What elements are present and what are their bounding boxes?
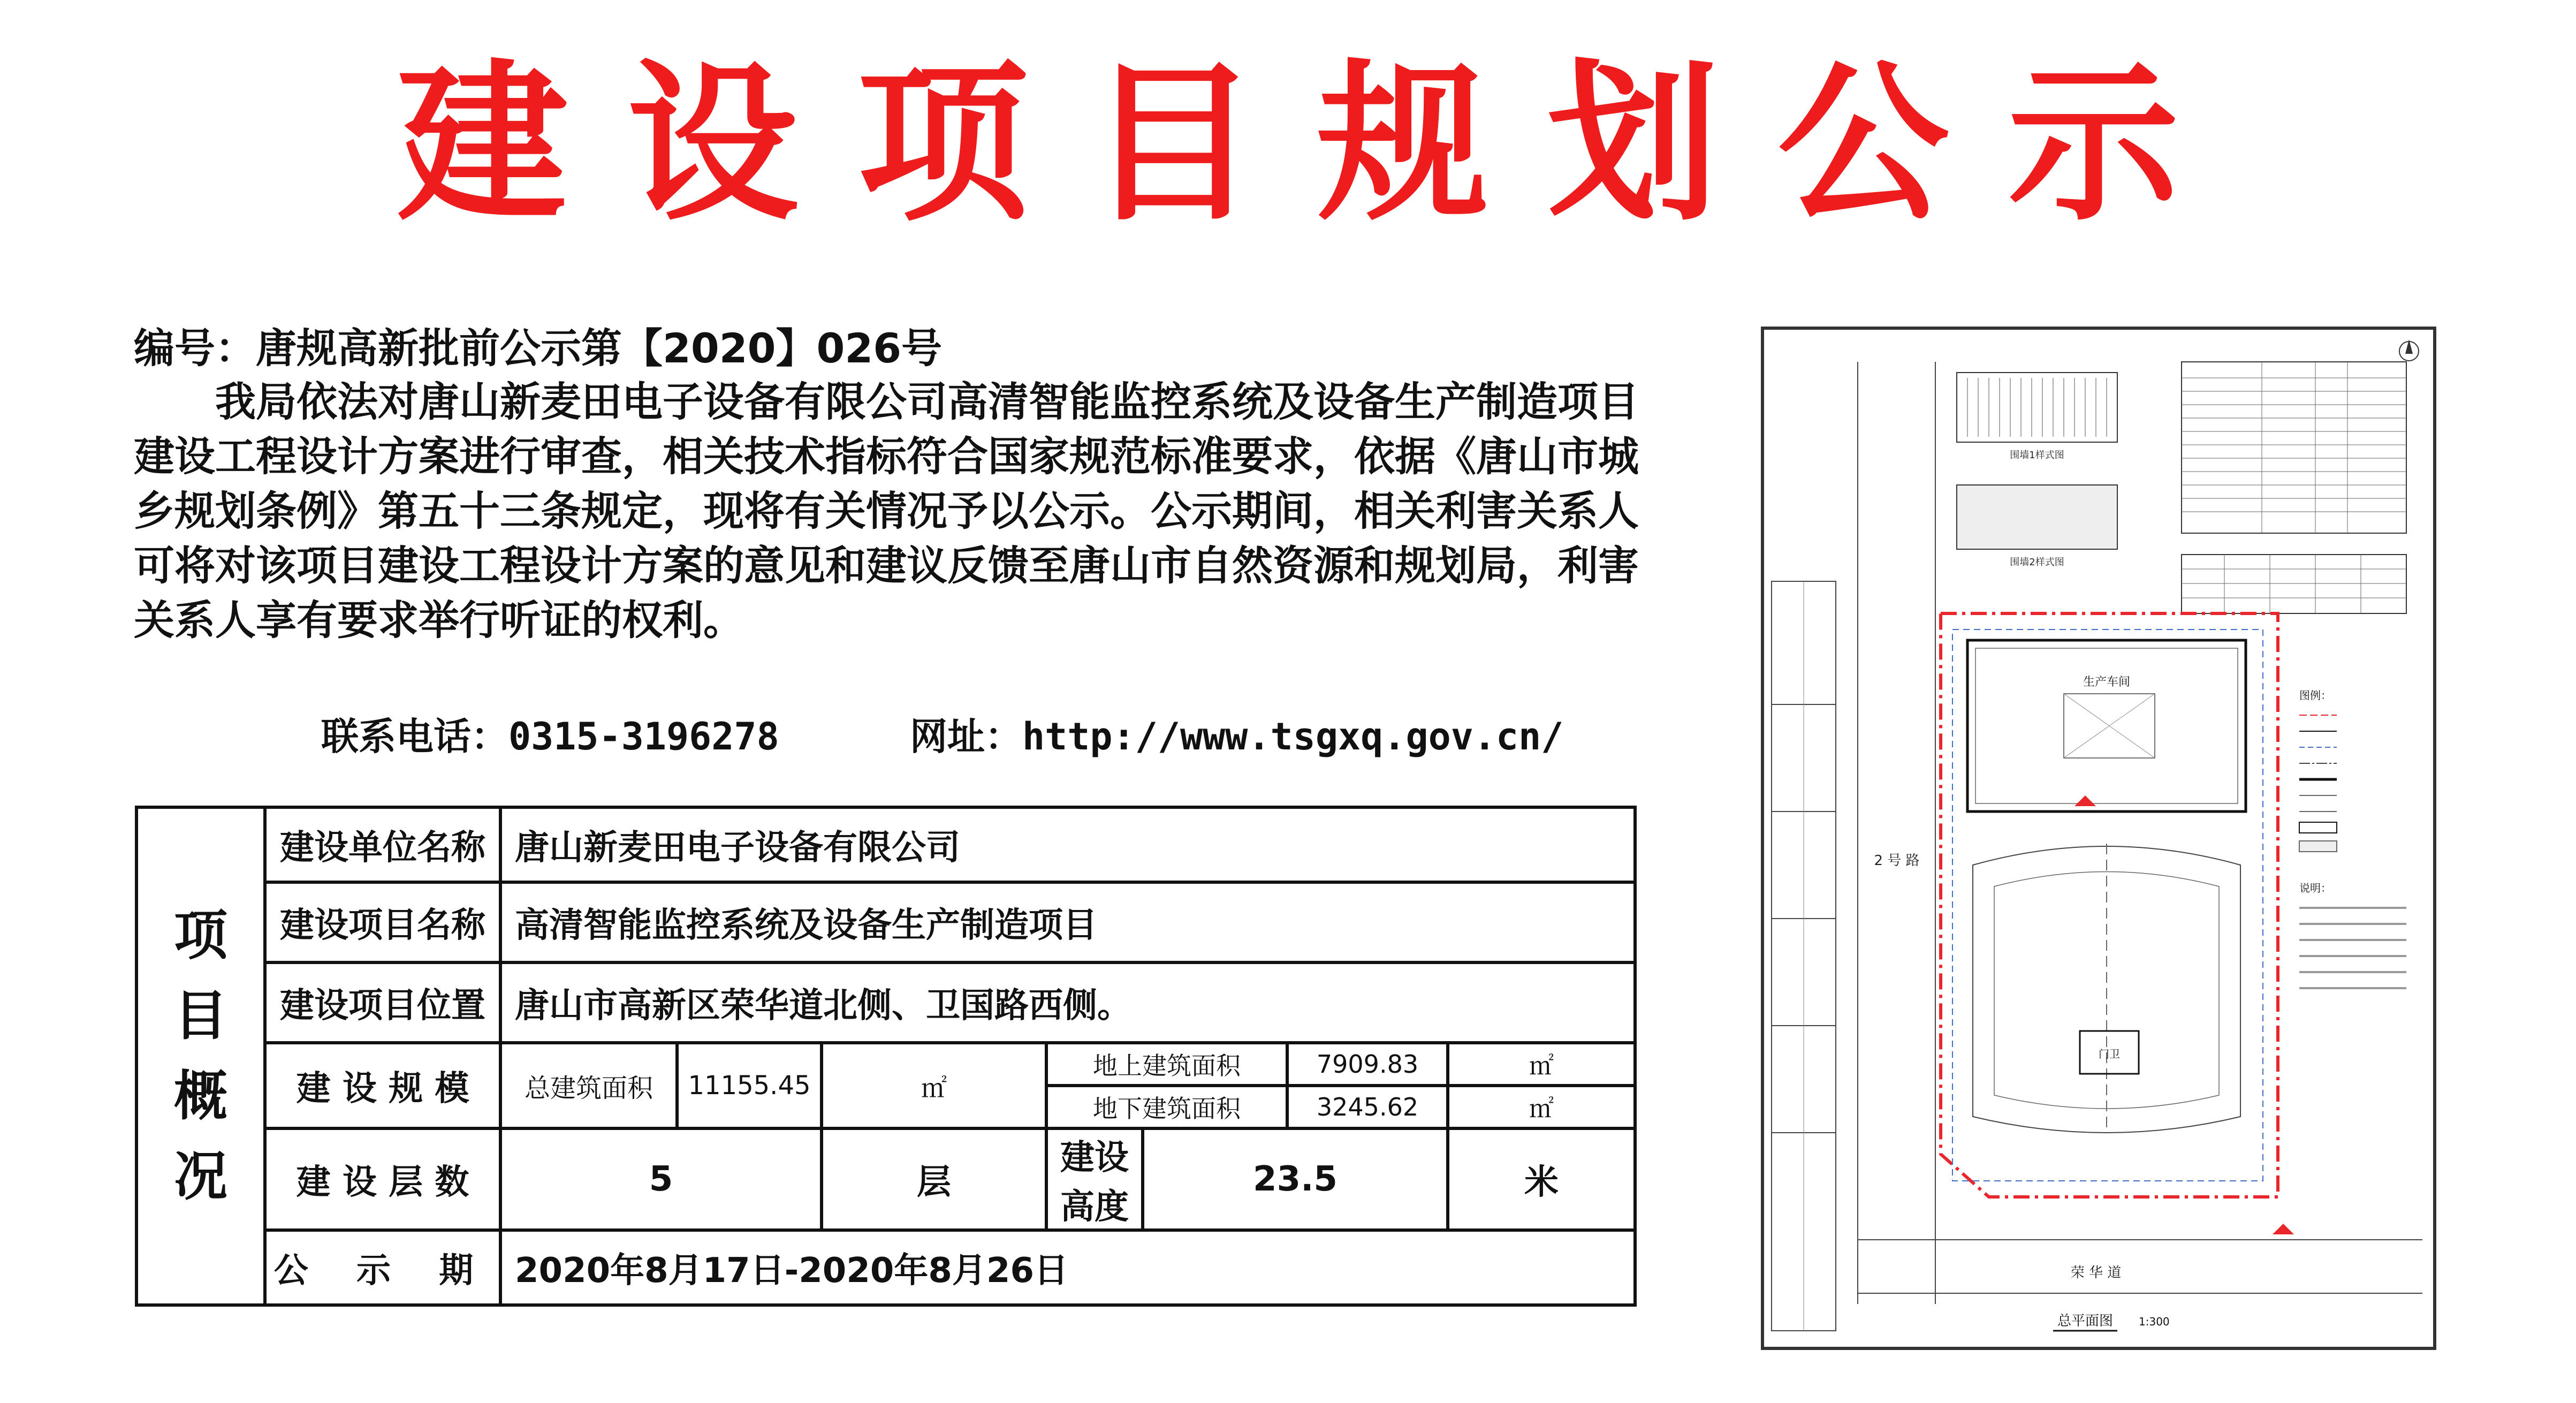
site-plan-svg — [1764, 330, 2433, 1347]
location-value: 唐山市高新区荣华道北侧、卫国路西侧。 — [500, 962, 1635, 1043]
west-road-label: 2 号 路 — [1874, 853, 1920, 869]
above-area-label: 地上建筑面积 — [1046, 1043, 1287, 1086]
entrance-marker — [2075, 795, 2096, 806]
above-area-value: 7909.83 — [1287, 1043, 1448, 1086]
under-area-label: 地下建筑面积 — [1046, 1086, 1287, 1128]
contact-phone — [321, 707, 779, 761]
wall-caption-1: 围墙1样式图 — [2010, 450, 2064, 461]
production-building — [1967, 640, 2246, 812]
floors-value: 5 — [500, 1128, 822, 1230]
tech-index-table — [2182, 362, 2406, 533]
wall-style-1 — [1957, 373, 2117, 442]
total-area-unit: ㎡ — [822, 1043, 1046, 1128]
underground-outline — [1952, 630, 2263, 1181]
plan-caption: 总平面图 — [2057, 1313, 2114, 1329]
website-url[interactable]: http://www.tsgxq.gov.cn/ — [1022, 715, 1564, 759]
location-label: 建设项目位置 — [265, 962, 500, 1043]
height-value: 23.5 — [1143, 1128, 1448, 1230]
area-table — [2182, 555, 2406, 613]
gate-label: 门卫 — [2099, 1048, 2120, 1060]
side-char: 况 — [174, 1145, 227, 1208]
notice-number: 编号：唐规高新批前公示第【2020】026号 — [134, 324, 943, 372]
unit-value: 唐山新麦田电子设备有限公司 — [500, 807, 1635, 882]
legend-title: 图例： — [2299, 689, 2331, 702]
notice-body: 我局依法对唐山新麦田电子设备有限公司高清智能监控系统及设备生产制造项目建设工程设计方案进行审查，相关技术指标符合国家规范标准要求，依据《唐山市城乡规划条例》第五十三条规定，现将有关情况予以公示。公示期间，相关利害关系人可将对该项目建设工程设计方案的意见和建议反馈至唐山市自然资源和规划局，利害关系人享有要求举行听证的权利。 — [134, 378, 1639, 644]
scale-label: 建 设 规 模 — [265, 1043, 500, 1128]
overview-side-label — [136, 807, 265, 1305]
plan-scale: 1:300 — [2139, 1315, 2170, 1328]
project-name-value: 高清智能监控系统及设备生产制造项目 — [500, 882, 1635, 962]
wall-style-2 — [1957, 485, 2117, 549]
side-char: 项 — [174, 904, 227, 967]
south-road-label: 荣 华 道 — [2070, 1265, 2122, 1281]
page-title: 建设项目规划公示 — [397, 45, 2238, 244]
above-area-unit: ㎡ — [1448, 1043, 1635, 1086]
height-label: 建设高度 — [1046, 1128, 1143, 1230]
total-area-label: 总建筑面积 — [500, 1043, 677, 1128]
website — [910, 707, 1563, 761]
floors-unit: 层 — [822, 1128, 1046, 1230]
under-area-unit: ㎡ — [1448, 1086, 1635, 1128]
building-label: 生产车间 — [2083, 676, 2131, 689]
contact-phone-label: 联系电话： — [321, 715, 508, 759]
contact-phone-value: 0315-3196278 — [508, 715, 779, 759]
wall-caption-2: 围墙2样式图 — [2010, 557, 2064, 568]
height-unit: 米 — [1448, 1128, 1635, 1230]
period-value: 2020年8月17日-2020年8月26日 — [500, 1230, 1635, 1305]
notes-title: 说明： — [2299, 882, 2331, 894]
project-overview-table — [135, 806, 1637, 1307]
under-area-value: 3245.62 — [1287, 1086, 1448, 1128]
period-label: 公 示 期 — [265, 1230, 500, 1305]
entrance-marker — [2273, 1224, 2294, 1234]
floors-label: 建 设 层 数 — [265, 1128, 500, 1230]
site-boundary-line — [1941, 613, 2278, 1197]
side-char: 目 — [174, 984, 227, 1047]
website-label: 网址： — [910, 715, 1022, 759]
side-char: 概 — [174, 1065, 227, 1127]
unit-label: 建设单位名称 — [265, 807, 500, 882]
project-name-label: 建设项目名称 — [265, 882, 500, 962]
total-area-value: 11155.45 — [677, 1043, 822, 1128]
site-plan-drawing — [1761, 327, 2436, 1350]
